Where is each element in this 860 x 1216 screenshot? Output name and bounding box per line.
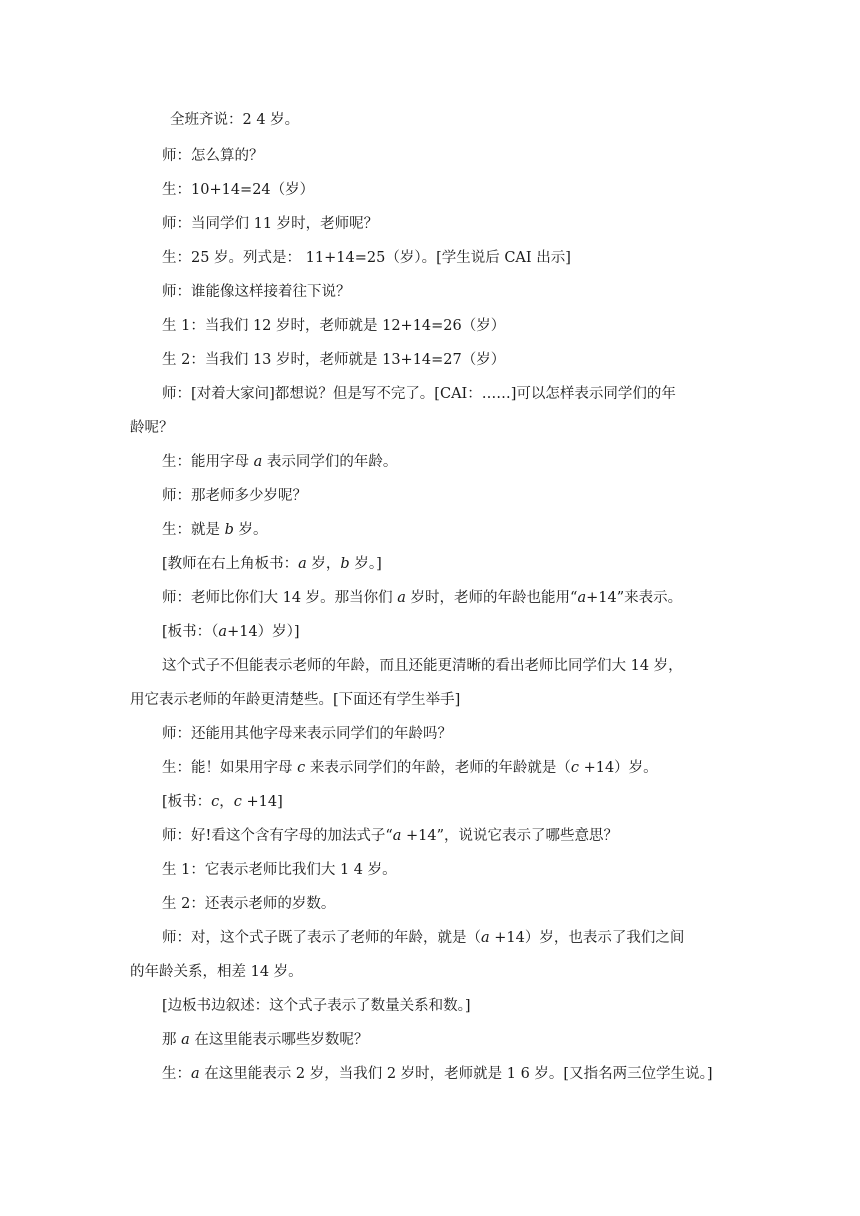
text-line: 师：对，这个式子既了表示了老师的年龄，就是（a +14）岁，也表示了我们之间 [162, 930, 685, 946]
text-line: [教师在右上角板书：a 岁，b 岁。] [162, 556, 382, 572]
text-line: 生：能用字母 a 表示同学们的年龄。 [162, 454, 398, 470]
text-line: 师：好!看这个含有字母的加法式子“a +14”，说说它表示了哪些意思？ [162, 828, 619, 844]
text-line: [板书：（a+14）岁）] [162, 624, 300, 640]
text-line: 生：能！如果用字母 c 来表示同学们的年龄，老师的年龄就是（c +14）岁。 [162, 760, 658, 776]
text-line: 这个式子不但能表示老师的年龄，而且还能更清晰的看出老师比同学们大 14 岁， [162, 658, 683, 674]
text-line: 生：a 在这里能表示 2 岁，当我们 2 岁时，老师就是 1 6 岁。[又指名两三位学生说。] [162, 1066, 713, 1082]
text-line: 生：10+14=24（岁） [162, 182, 315, 198]
text-line: 师：还能用其他字母来表示同学们的年龄吗？ [162, 726, 452, 742]
text-line: [边板书边叙述：这个式子表示了数量关系和数。] [162, 998, 471, 1014]
variable-b: b [224, 522, 234, 538]
text-line: 的年龄关系，相差 14 岁。 [130, 964, 303, 980]
text-line: 生 2：还表示老师的岁数。 [162, 896, 336, 912]
text-line: [板书：c，c +14] [162, 794, 283, 810]
text-line: 生 2：当我们 13 岁时，老师就是 13+14=27（岁） [162, 352, 506, 368]
text-line: 全班齐说：2 4 岁。 [170, 112, 300, 128]
text-line: 师：那老师多少岁呢？ [162, 488, 307, 504]
text-line: 师：[对着大家问]都想说？但是写不完了。[CAI：……]可以怎样表示同学们的年 [162, 386, 676, 402]
text-line: 师：当同学们 11 岁时，老师呢？ [162, 216, 379, 232]
text-line: 生 1：当我们 12 岁时，老师就是 12+14=26（岁） [162, 318, 506, 334]
text-line: 师：怎么算的？ [162, 148, 264, 164]
text-line: 生：就是 b 岁。 [162, 522, 268, 538]
text-line: 师：谁能像这样接着往下说？ [162, 284, 351, 300]
text-line: 那 a 在这里能表示哪些岁数呢？ [162, 1032, 369, 1048]
text-line: 生：25 岁。列式是： 11+14=25（岁）。[学生说后 CAI 出示] [162, 250, 571, 266]
text-line: 用它表示老师的年龄更清楚些。[下面还有学生举手] [130, 692, 461, 708]
text-line: 师：老师比你们大 14 岁。那当你们 a 岁时，老师的年龄也能用“a+14”来表示。 [162, 590, 683, 606]
text-line: 龄呢？ [130, 420, 174, 436]
text-line: 生 1：它表示老师比我们大 1 4 岁。 [162, 862, 397, 878]
variable-a: a [253, 454, 263, 470]
